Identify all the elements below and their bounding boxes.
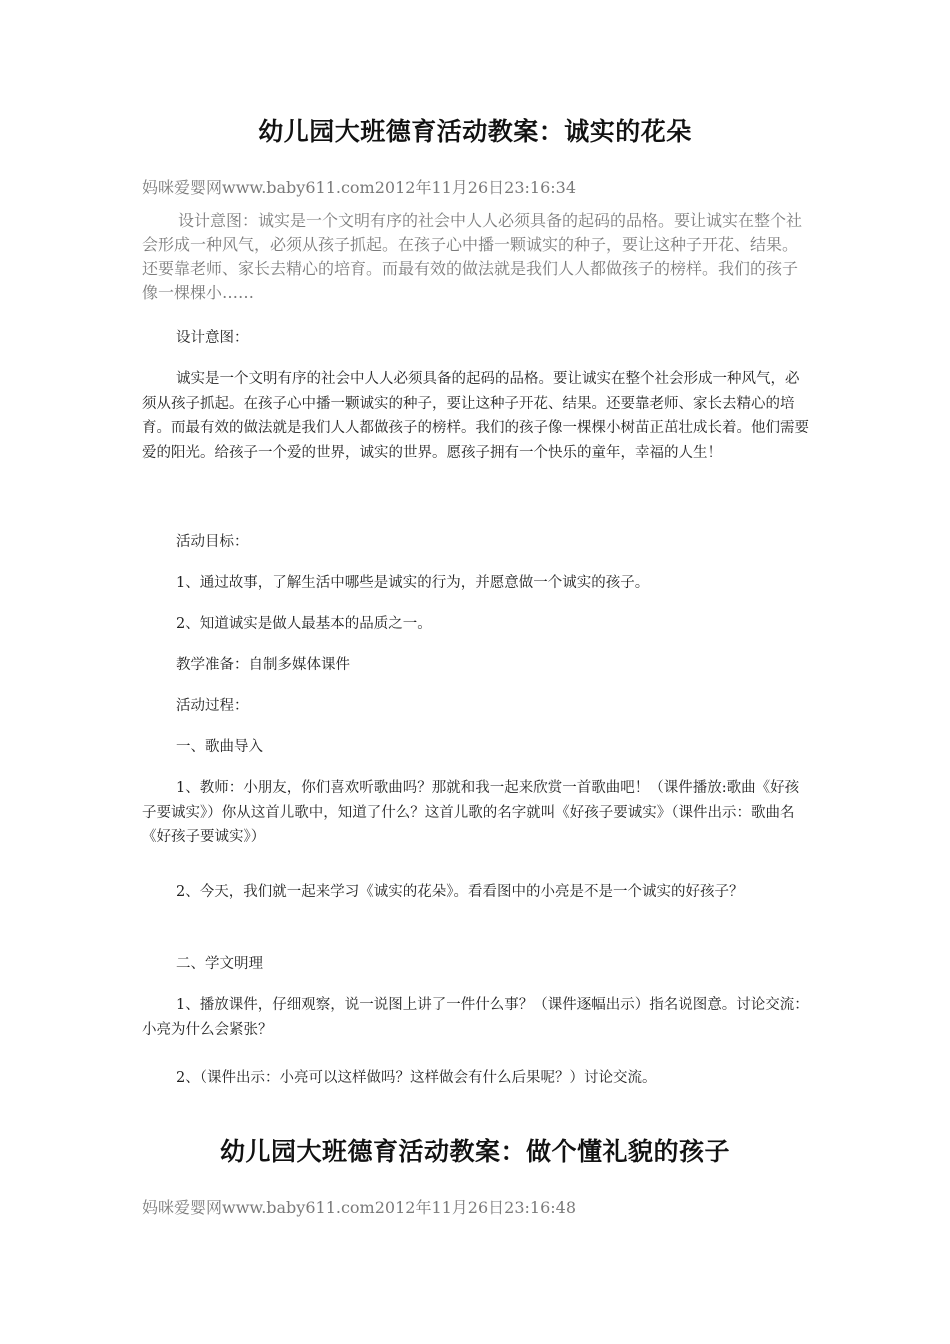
paragraph-design-heading: 设计意图：: [176, 330, 249, 346]
paragraph-step-1-1: 1、教师：小朋友，你们喜欢听歌曲吗？那就和我一起来欣赏一首歌曲吧！（课件播放:歌曲《好孩子要诚实》）你从这首儿歌中，知道了什么？这首儿歌的名字就叫《好孩子要诚实》（课件出示：歌曲名《好孩子要诚实》）: [142, 780, 800, 845]
article-title: 幼儿园大班德育活动教案：诚实的花朵: [258, 117, 692, 146]
paragraph-section-2: 二、学文明理: [176, 956, 263, 972]
article-summary: 设计意图：诚实是一个文明有序的社会中人人必须具备的起码的品格。要让诚实在整个社会形成一种风气，必须从孩子抓起。在孩子心中播一颗诚实的种子，要让这种子开花、结果。还要靠老师、家长去精心的培育。而最有效的做法就是我们人人都做孩子的榜样。我们的孩子像一棵棵小……: [142, 211, 803, 302]
paragraph-goal-1: 1、通过故事，了解生活中哪些是诚实的行为，并愿意做一个诚实的孩子。: [176, 575, 650, 591]
paragraph-step-1-2: 2、今天，我们就一起来学习《诚实的花朵》。看看图中的小亮是不是一个诚实的好孩子？: [176, 884, 744, 900]
paragraph-design-body: 诚实是一个文明有序的社会中人人必须具备的起码的品格。要让诚实在整个社会形成一种风气，必须从孩子抓起。在孩子心中播一颗诚实的种子，要让这种子开花、结果。还要靠老师、家长去精心的培育。而最有效的做法就是我们人人都做孩子的榜样。我们的孩子像一棵棵小树苗正茁壮成长着。他们需要爱的阳光。给孩子一个爱的世界，诚实的世界。愿孩子拥有一个快乐的童年，幸福的人生！: [142, 371, 809, 461]
article-2-title: 幼儿园大班德育活动教案：做个懂礼貌的孩子: [219, 1137, 730, 1166]
paragraph-section-1: 一、歌曲导入: [176, 739, 263, 755]
paragraph-step-2-2: 2、（课件出示：小亮可以这样做吗？这样做会有什么后果呢？）讨论交流。: [176, 1070, 657, 1086]
article-meta: 妈咪爱婴网www.baby611.com2012年11月26日23:16:34: [142, 178, 577, 197]
paragraph-process-heading: 活动过程：: [176, 698, 249, 714]
paragraph-step-2-1: 1、播放课件，仔细观察，说一说图上讲了一件什么事？（课件逐幅出示）指名说图意。讨论交流：小亮为什么会紧张？: [142, 997, 809, 1038]
article-2-meta: 妈咪爱婴网www.baby611.com2012年11月26日23:16:48: [142, 1198, 577, 1217]
paragraph-preparation: 教学准备：自制多媒体课件: [176, 657, 350, 673]
paragraph-goal-2: 2、知道诚实是做人最基本的品质之一。: [176, 616, 432, 632]
paragraph-goals-heading: 活动目标：: [176, 534, 249, 550]
